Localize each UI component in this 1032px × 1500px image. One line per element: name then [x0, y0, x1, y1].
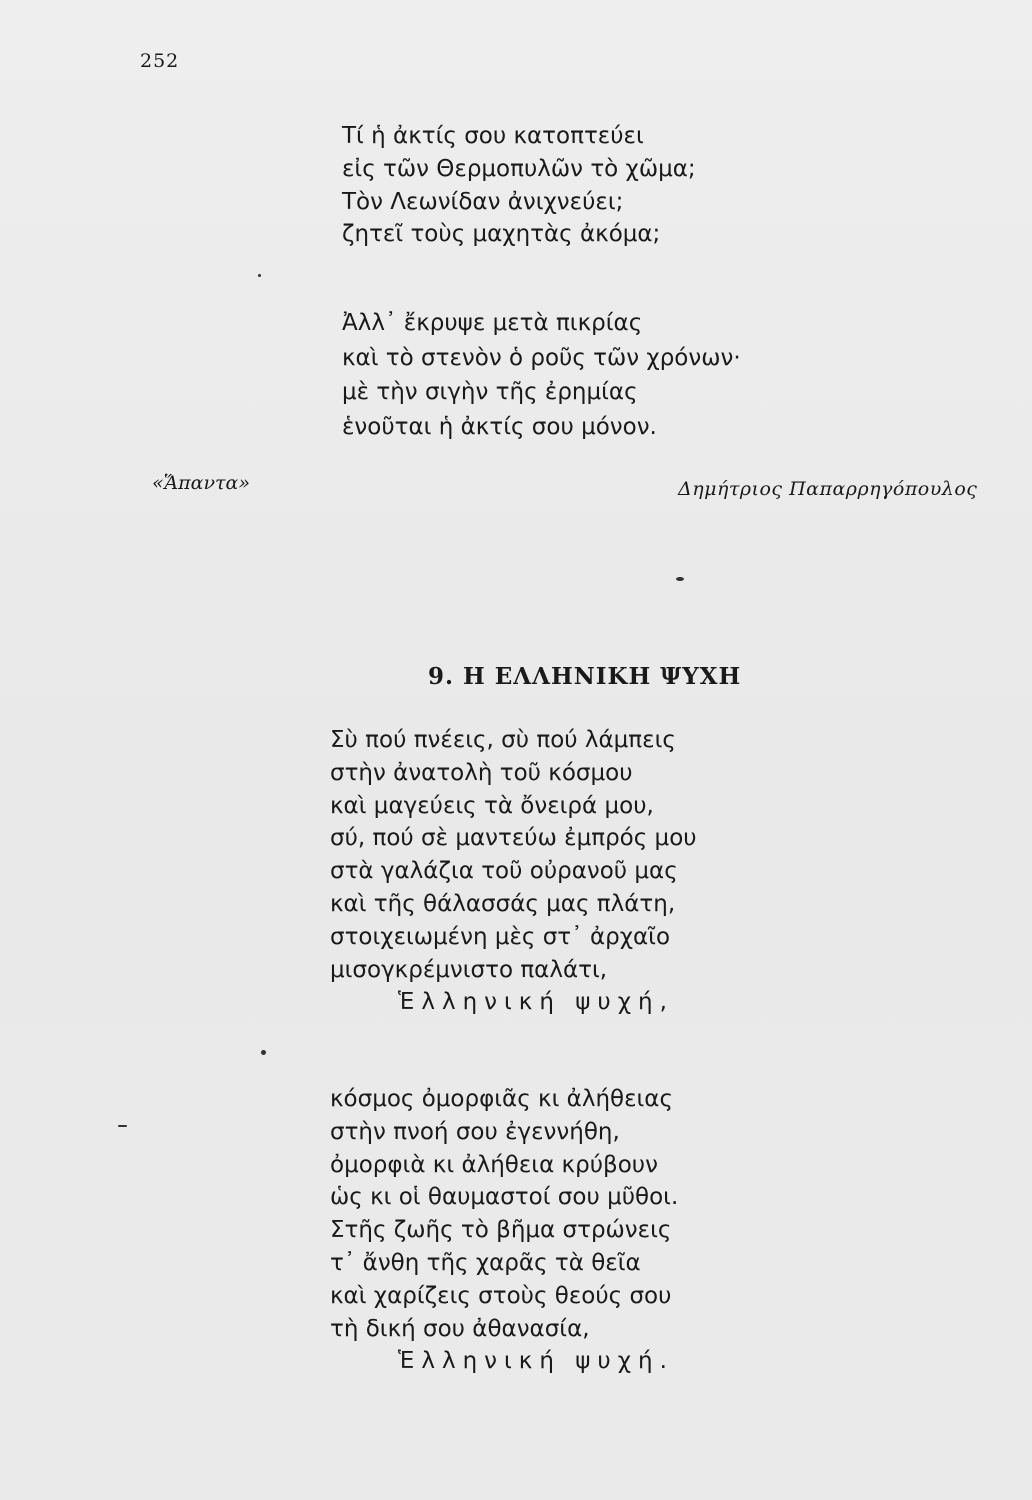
poem-line: καὶ μαγεύεις τὰ ὄνειρά μου, — [330, 792, 654, 819]
poem-line: καὶ τὸ στενὸν ὁ ροῦς τῶν χρόνων· — [342, 344, 741, 371]
poem-line: τὴ δική σου ἀθανασία, — [330, 1315, 590, 1342]
poem-line: κόσμος ὀμορφιᾶς κι ἀλήθειας — [330, 1086, 673, 1112]
poem-line: στοιχειωμένη μὲς στ᾽ ἀρχαῖο — [330, 923, 671, 950]
poem-line: Σὺ πού πνέεις, σὺ πού λάμπεις — [330, 727, 676, 753]
poem-line: καὶ τῆς θάλασσάς μας πλάτη, — [330, 890, 676, 917]
poem-line: σύ, πού σὲ μαντεύω ἐμπρός μου — [330, 825, 697, 852]
poem-line: Τὸν Λεωνίδαν ἀνιχνεύει; — [342, 188, 624, 215]
poem1-stanza-1 — [342, 120, 696, 251]
poem-line: στὴν ἀνατολὴ τοῦ κόσμου — [330, 759, 633, 786]
ink-speck — [261, 1050, 266, 1055]
poem-line: ἑνοῦται ἡ ἀκτίς σου μόνον. — [342, 413, 657, 440]
ink-speck — [118, 1125, 127, 1127]
poem-refrain: Ἑλληνική ψυχή, — [398, 989, 674, 1016]
poem-line: μισογκρέμνιστο παλάτι, — [330, 956, 608, 983]
page-number: 252 — [140, 50, 180, 72]
poem-line: καὶ χαρίζεις στοὺς θεούς σου — [330, 1282, 672, 1309]
poem-line: στὰ γαλάζια τοῦ οὐρανοῦ μας — [330, 858, 678, 885]
source-citation: «Ἅπαντα» — [152, 472, 250, 494]
poem-line: Τί ἡ ἀκτίς σου κατοπτεύει — [342, 123, 644, 149]
poem-line: στὴν πνοή σου ἐγεννήθη, — [330, 1118, 620, 1145]
ink-speck — [676, 577, 684, 581]
poem-line: τ᾽ ἄνθη τῆς χαρᾶς τὰ θεῖα — [330, 1249, 641, 1276]
author-name: Δημήτριος Παπαρρηγόπουλος — [678, 478, 978, 500]
poem1-stanza-2 — [342, 306, 741, 444]
ink-speck — [258, 274, 261, 277]
poem2-stanza-2 — [330, 1083, 678, 1378]
poem-line: μὲ τὴν σιγὴν τῆς ἐρημίας — [342, 379, 638, 405]
poem-line: ὡς κι οἱ θαυμαστοί σου μῦθοι. — [330, 1184, 679, 1211]
poem2-stanza-1 — [330, 724, 697, 1019]
poem-line: Ἀλλ᾽ ἔκρυψε μετὰ πικρίας — [342, 310, 643, 336]
poem-line: Στῆς ζωῆς τὸ βῆμα στρώνεις — [330, 1217, 672, 1244]
poem-line: εἰς τῶν Θερμοπυλῶν τὸ χῶμα; — [342, 155, 696, 182]
poem-line: ὀμορφιὰ κι ἀλήθεια κρύβουν — [330, 1151, 658, 1178]
section-title: 9. Η ΕΛΛΗΝΙΚΗ ΨΥΧΗ — [428, 663, 742, 690]
poem-refrain: Ἑλληνική ψυχή. — [398, 1348, 674, 1375]
poem-line: ζητεῖ τοὺς μαχητὰς ἀκόμα; — [342, 221, 661, 248]
